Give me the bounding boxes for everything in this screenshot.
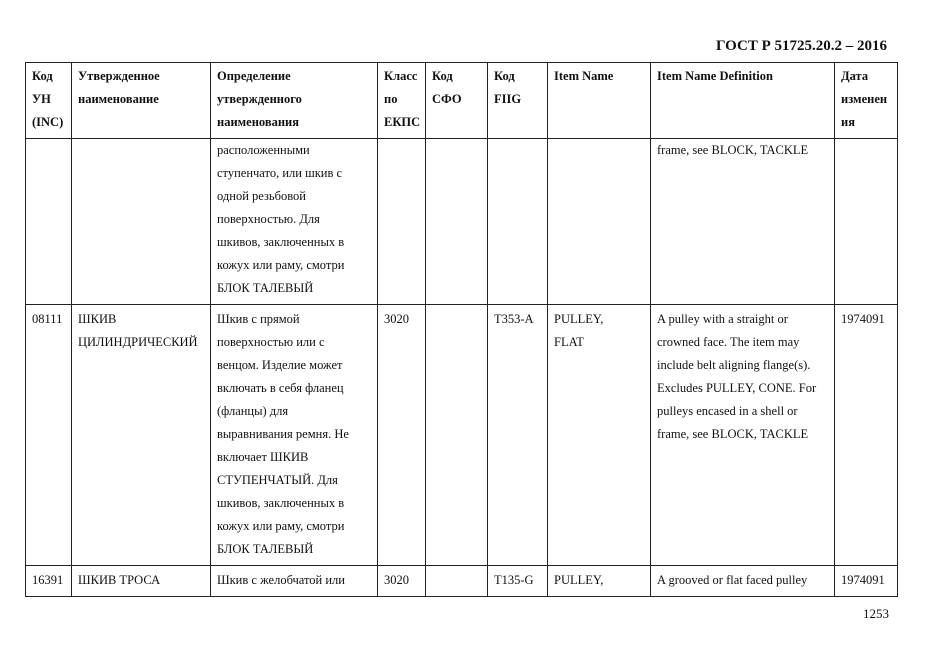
- table-row: [26, 566, 898, 597]
- cell-code: 08111: [26, 305, 72, 566]
- cell-item-definition: A grooved or flat faced pulley: [651, 566, 835, 597]
- cell-item-definition: frame, see BLOCK, TACKLE: [651, 139, 835, 305]
- cell-fiig: T353-A: [488, 305, 548, 566]
- cell-definition: Шкив с желобчатой или: [211, 566, 378, 597]
- cell-code: [26, 139, 72, 305]
- cell-date: [835, 139, 898, 305]
- cell-class: 3020: [378, 305, 426, 566]
- cell-item-name: PULLEY,: [548, 566, 651, 597]
- table-row: [26, 305, 898, 566]
- cell-class: [378, 139, 426, 305]
- cell-item-name: [548, 139, 651, 305]
- table-row: [26, 139, 898, 305]
- cell-fiig: T135-G: [488, 566, 548, 597]
- cell-sfo: [426, 305, 488, 566]
- cell-date: 1974091: [835, 566, 898, 597]
- cell-name: ШКИВ ЦИЛИНДРИЧЕСКИЙ: [72, 305, 211, 566]
- page-number: 1253: [863, 606, 889, 621]
- header-sfo-code: Код СФО: [426, 63, 488, 139]
- document-header-title: ГОСТ Р 51725.20.2 – 2016: [715, 38, 887, 54]
- cell-item-definition: A pulley with a straight or crowned face. The item may include belt aligning flange(s). Excludes PULLEY, CONE. For pulleys encased in a shell or frame, see BLOCK, TACKLE: [651, 305, 835, 566]
- cell-class: 3020: [378, 566, 426, 597]
- cell-code: 16391: [26, 566, 72, 597]
- cell-date: 1974091: [835, 305, 898, 566]
- cell-name: ШКИВ ТРОСА: [72, 566, 211, 597]
- header-class: Класс по ЕКПС: [378, 63, 426, 139]
- header-item-name-definition: Item Name Definition: [651, 63, 835, 139]
- cell-sfo: [426, 139, 488, 305]
- table-header-row: [26, 63, 898, 139]
- cell-fiig: [488, 139, 548, 305]
- nomenclature-table: [25, 62, 898, 597]
- header-fiig-code: Код FIIG: [488, 63, 548, 139]
- cell-definition: Шкив с прямой поверхностью или с венцом. Изделие может включать в себя фланец (фланцы) для выравнивания ремня. Не включает ШКИВ СТУПЕНЧАТЫЙ. Для шкивов, заключенных в кожух или раму, смотри БЛОК ТАЛЕВЫЙ: [211, 305, 378, 566]
- header-approved-name: Утвержденное наименование: [72, 63, 211, 139]
- header-item-name: Item Name: [548, 63, 651, 139]
- cell-sfo: [426, 566, 488, 597]
- header-definition: Определение утвержденного наименования: [211, 63, 378, 139]
- cell-definition: расположенными ступенчато, или шкив с одной резьбовой поверхностью. Для шкивов, заключенных в кожух или раму, смотри БЛОК ТАЛЕВЫЙ: [211, 139, 378, 305]
- cell-name: [72, 139, 211, 305]
- header-inc-code: Код УН (INC): [26, 63, 72, 139]
- header-change-date: Дата изменен ия: [835, 63, 898, 139]
- cell-item-name: PULLEY, FLAT: [548, 305, 651, 566]
